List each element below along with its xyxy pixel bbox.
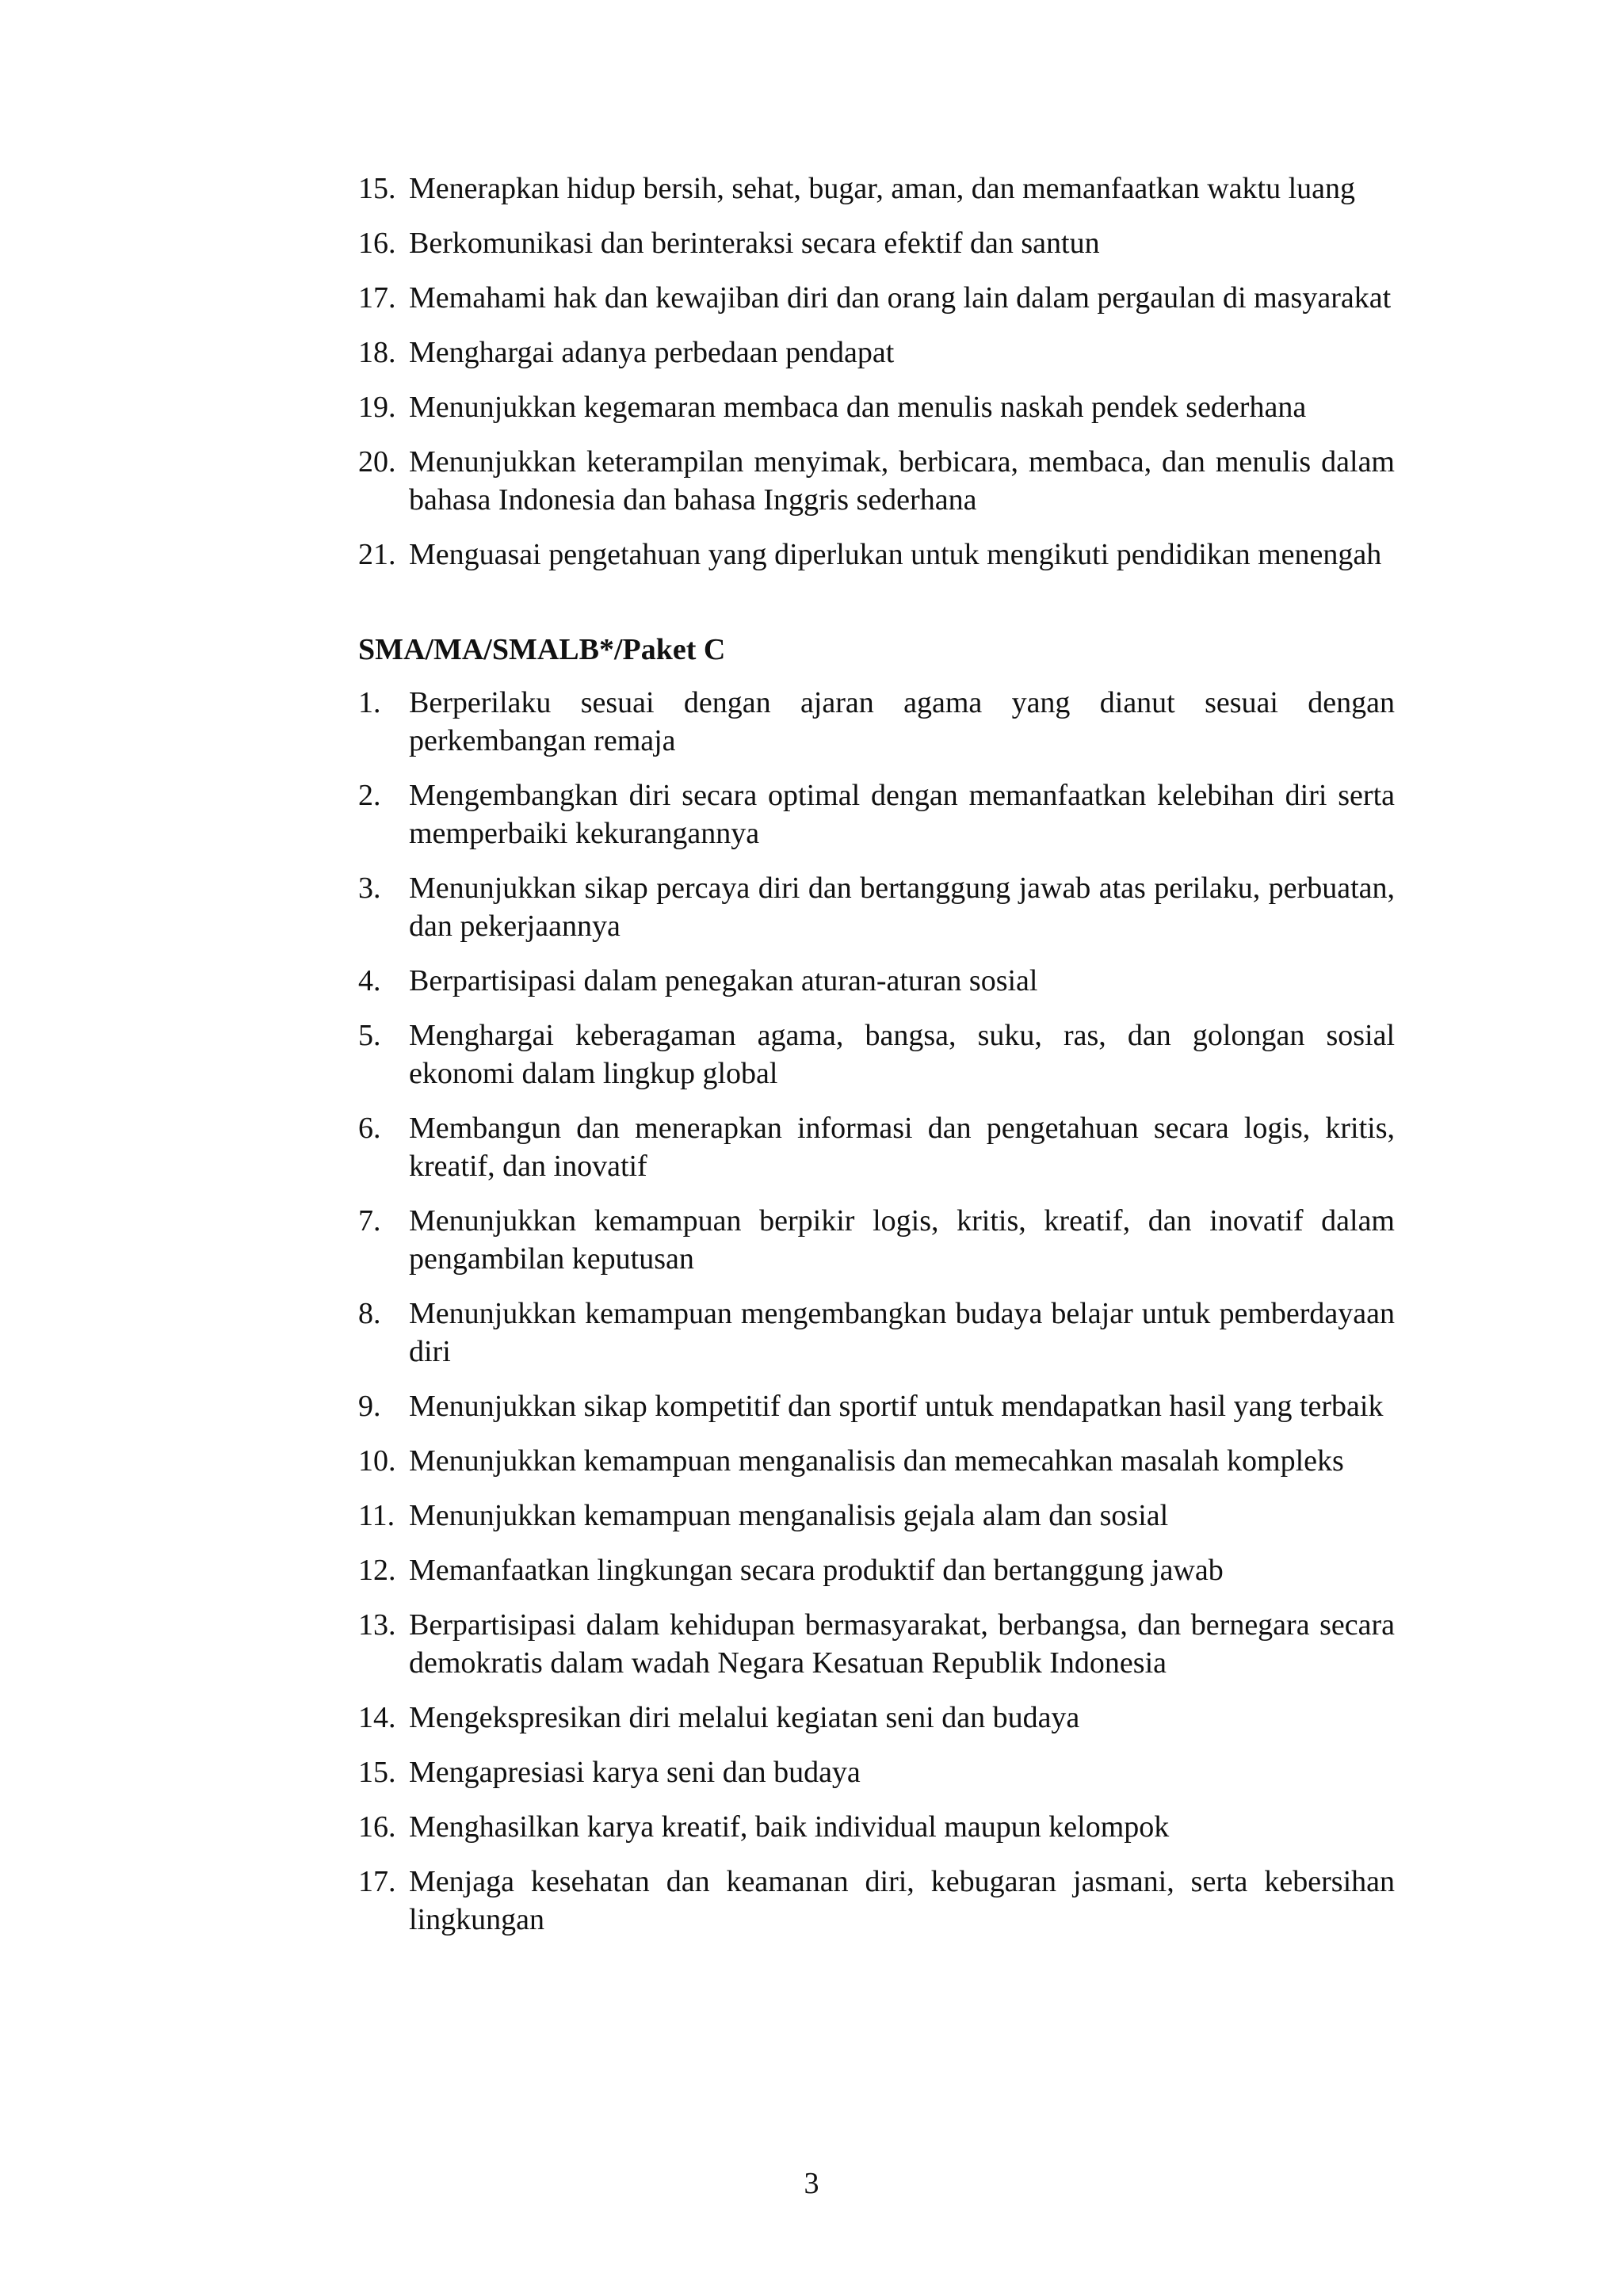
- list-item-text: Berperilaku sesuai dengan ajaran agama yang dianut sesuai dengan perkembangan remaja: [409, 686, 1395, 757]
- list-item-text: Menunjukkan keterampilan menyimak, berbicara, membaca, dan menulis dalam bahasa Indonesia dan bahasa Inggris sederhana: [409, 445, 1395, 517]
- list-item-text: Menguasai pengetahuan yang diperlukan untuk mengikuti pendidikan menengah: [409, 538, 1382, 571]
- list-item-number: 17.: [358, 1865, 396, 1898]
- list-item-text: Memanfaatkan lingkungan secara produktif dan bertanggung jawab: [409, 1554, 1224, 1587]
- list-item-text: Menerapkan hidup bersih, sehat, bugar, aman, dan memanfaatkan waktu luang: [409, 172, 1356, 205]
- list-item-number: 2.: [358, 779, 381, 812]
- list-item-text: Berpartisipasi dalam kehidupan bermasyarakat, berbangsa, dan bernegara secara demokratis dalam wadah Negara Kesatuan Republik Indonesia: [409, 1608, 1395, 1680]
- list-item: [358, 1863, 1395, 1939]
- list-item-text: Menunjukkan kegemaran membaca dan menulis naskah pendek sederhana: [409, 391, 1307, 424]
- list-item-number: 16.: [358, 1810, 396, 1844]
- list-item: [358, 1753, 1395, 1791]
- list-item: [358, 869, 1395, 945]
- list-item: [358, 776, 1395, 852]
- list-item: [358, 388, 1395, 426]
- list-item-number: 10.: [358, 1444, 396, 1478]
- list-item: [358, 1442, 1395, 1480]
- list-item: [358, 1202, 1395, 1278]
- list-item-number: 15.: [358, 1756, 396, 1789]
- list-item: [358, 1109, 1395, 1185]
- list-item-number: 18.: [358, 336, 396, 369]
- competency-list-continued: [358, 170, 1395, 574]
- list-item-text: Menunjukkan sikap kompetitif dan sportif untuk mendapatkan hasil yang terbaik: [409, 1390, 1384, 1423]
- list-item: [358, 536, 1395, 574]
- list-item-text: Mengekspresikan diri melalui kegiatan seni dan budaya: [409, 1701, 1080, 1734]
- list-item-number: 16.: [358, 227, 396, 260]
- list-item: [358, 1295, 1395, 1371]
- list-item: [358, 1551, 1395, 1589]
- list-item-text: Mengembangkan diri secara optimal dengan memanfaatkan kelebihan diri serta memperbaiki kekurangannya: [409, 779, 1395, 850]
- list-item: [358, 1016, 1395, 1093]
- list-item-number: 13.: [358, 1608, 396, 1642]
- page-number: 3: [804, 2167, 819, 2200]
- competency-list-sma: [358, 684, 1395, 1939]
- list-item-text: Menunjukkan kemampuan berpikir logis, kritis, kreatif, dan inovatif dalam pengambilan keputusan: [409, 1204, 1395, 1276]
- list-item-text: Berkomunikasi dan berinteraksi secara efektif dan santun: [409, 227, 1100, 260]
- list-item: [358, 1606, 1395, 1682]
- list-item: [358, 962, 1395, 1000]
- list-item-text: Menunjukkan kemampuan menganalisis gejala alam dan sosial: [409, 1499, 1169, 1532]
- list-item-text: Menghargai keberagaman agama, bangsa, suku, ras, dan golongan sosial ekonomi dalam lingkup global: [409, 1019, 1395, 1090]
- list-item-number: 9.: [358, 1390, 381, 1423]
- list-item-number: 4.: [358, 964, 381, 997]
- list-item: [358, 279, 1395, 317]
- list-item-text: Menghasilkan karya kreatif, baik individual maupun kelompok: [409, 1810, 1170, 1844]
- list-item-text: Menunjukkan kemampuan menganalisis dan memecahkan masalah kompleks: [409, 1444, 1344, 1478]
- list-item-text: Menjaga kesehatan dan keamanan diri, kebugaran jasmani, serta kebersihan lingkungan: [409, 1865, 1395, 1936]
- list-item-text: Membangun dan menerapkan informasi dan pengetahuan secara logis, kritis, kreatif, dan inovatif: [409, 1112, 1395, 1183]
- list-item-text: Mengapresiasi karya seni dan budaya: [409, 1756, 861, 1789]
- list-item: [358, 1699, 1395, 1737]
- list-item-number: 11.: [358, 1499, 395, 1532]
- list-item: [358, 1387, 1395, 1425]
- list-item: [358, 1497, 1395, 1535]
- list-item-number: 6.: [358, 1112, 381, 1145]
- list-item-number: 17.: [358, 281, 396, 315]
- list-item-text: Menunjukkan kemampuan mengembangkan budaya belajar untuk pemberdayaan diri: [409, 1297, 1395, 1368]
- section-heading: SMA/MA/SMALB*/Paket C: [358, 633, 726, 666]
- list-item-number: 1.: [358, 686, 381, 719]
- list-item-number: 12.: [358, 1554, 396, 1587]
- list-item-number: 7.: [358, 1204, 381, 1238]
- list-item-text: Memahami hak dan kewajiban diri dan orang lain dalam pergaulan di masyarakat: [409, 281, 1392, 315]
- list-item-number: 21.: [358, 538, 396, 571]
- list-item-number: 3.: [358, 871, 381, 905]
- list-item-number: 20.: [358, 445, 396, 479]
- list-item-number: 14.: [358, 1701, 396, 1734]
- list-item: [358, 684, 1395, 760]
- list-item-text: Menghargai adanya perbedaan pendapat: [409, 336, 895, 369]
- list-item: [358, 170, 1395, 208]
- list-item-text: Menunjukkan sikap percaya diri dan bertanggung jawab atas perilaku, perbuatan, dan pekerjaannya: [409, 871, 1395, 943]
- list-item-number: 5.: [358, 1019, 381, 1052]
- list-item-number: 19.: [358, 391, 396, 424]
- list-item: [358, 443, 1395, 519]
- list-item: [358, 1808, 1395, 1846]
- page-content: [358, 170, 1395, 1955]
- list-item-text: Berpartisipasi dalam penegakan aturan-aturan sosial: [409, 964, 1038, 997]
- list-item-number: 8.: [358, 1297, 381, 1330]
- list-item: [358, 334, 1395, 372]
- list-item-number: 15.: [358, 172, 396, 205]
- list-item: [358, 224, 1395, 262]
